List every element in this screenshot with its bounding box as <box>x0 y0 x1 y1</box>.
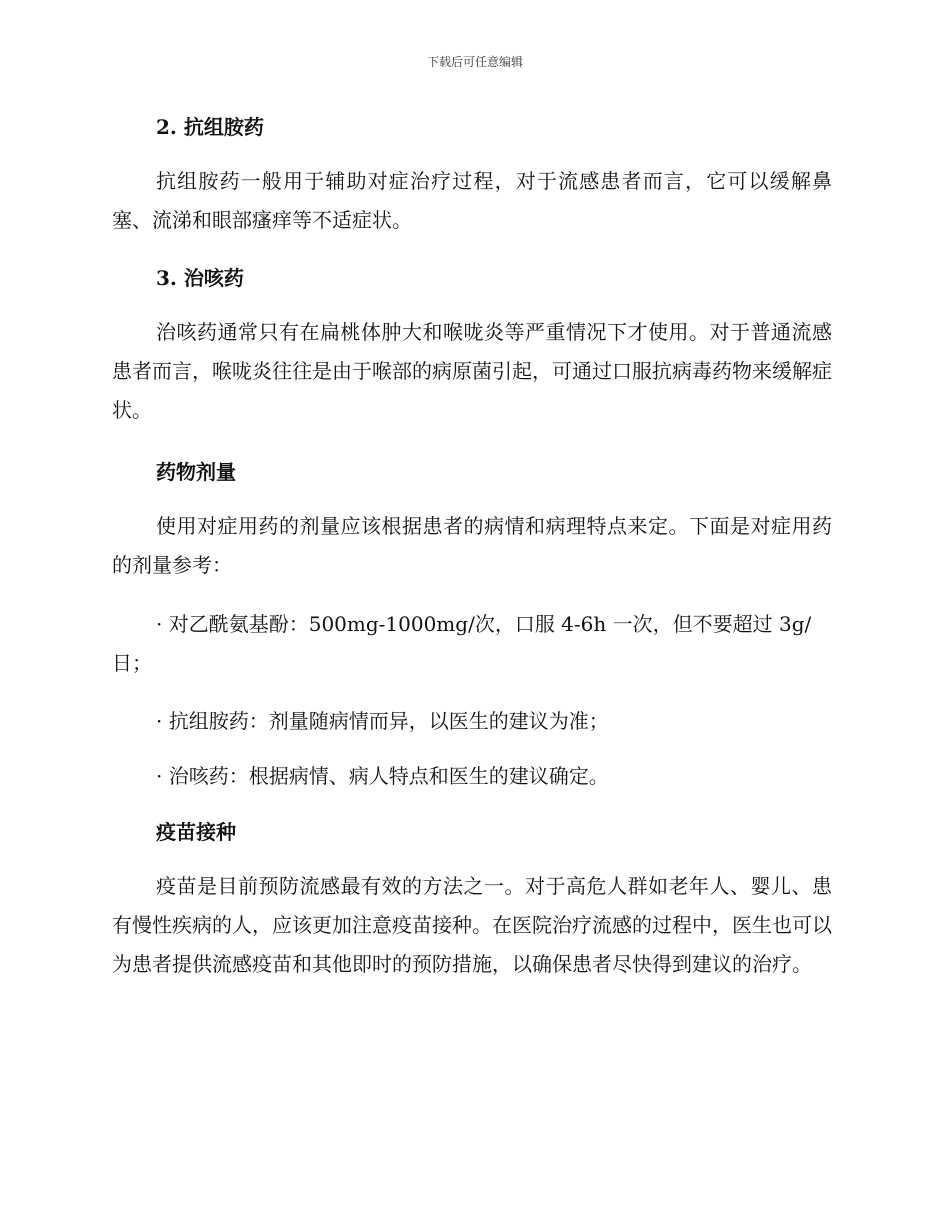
heading-antihistamine: 2. 抗组胺药 <box>156 115 264 139</box>
dosage-item-cough-medicine: · 治咳药：根据病情、病人特点和医生的建议确定。 <box>156 764 609 788</box>
paragraph-dosage-intro: 使用对症用药的剂量应该根据患者的病情和病理特点来定。下面是对症用药的剂量参考： <box>112 514 832 577</box>
dosage-item-acetaminophen: · 对乙酰氨基酚：500mg-1000mg/次，口服 4-6h 一次，但不要超过 3g/日； <box>112 612 812 675</box>
paragraph-antihistamine: 抗组胺药一般用于辅助对症治疗过程，对于流感患者而言，它可以缓解鼻塞、流涕和眼部瘙痒等不适症状。 <box>112 169 832 232</box>
paragraph-vaccination: 疫苗是目前预防流感最有效的方法之一。对于高危人群如老年人、婴儿、患有慢性疾病的人，应该更加注意疫苗接种。在医院治疗流感的过程中，医生也可以为患者提供流感疫苗和其他即时的预防措施，以确保患者尽快得到建议的治疗。 <box>112 874 832 976</box>
paragraph-cough-medicine: 治咳药通常只有在扁桃体肿大和喉咙炎等严重情况下才使用。对于普通流感患者而言，喉咙炎往往是由于喉部的病原菌引起，可通过口服抗病毒药物来缓解症状。 <box>112 320 832 422</box>
heading-cough-medicine: 3. 治咳药 <box>156 266 244 290</box>
dosage-item-antihistamine: · 抗组胺药：剂量随病情而异，以医生的建议为准； <box>156 709 609 733</box>
page-header-note: 下载后可任意编辑 <box>426 55 523 69</box>
heading-dosage: 药物剂量 <box>156 460 236 484</box>
heading-vaccination: 疫苗接种 <box>156 820 236 844</box>
